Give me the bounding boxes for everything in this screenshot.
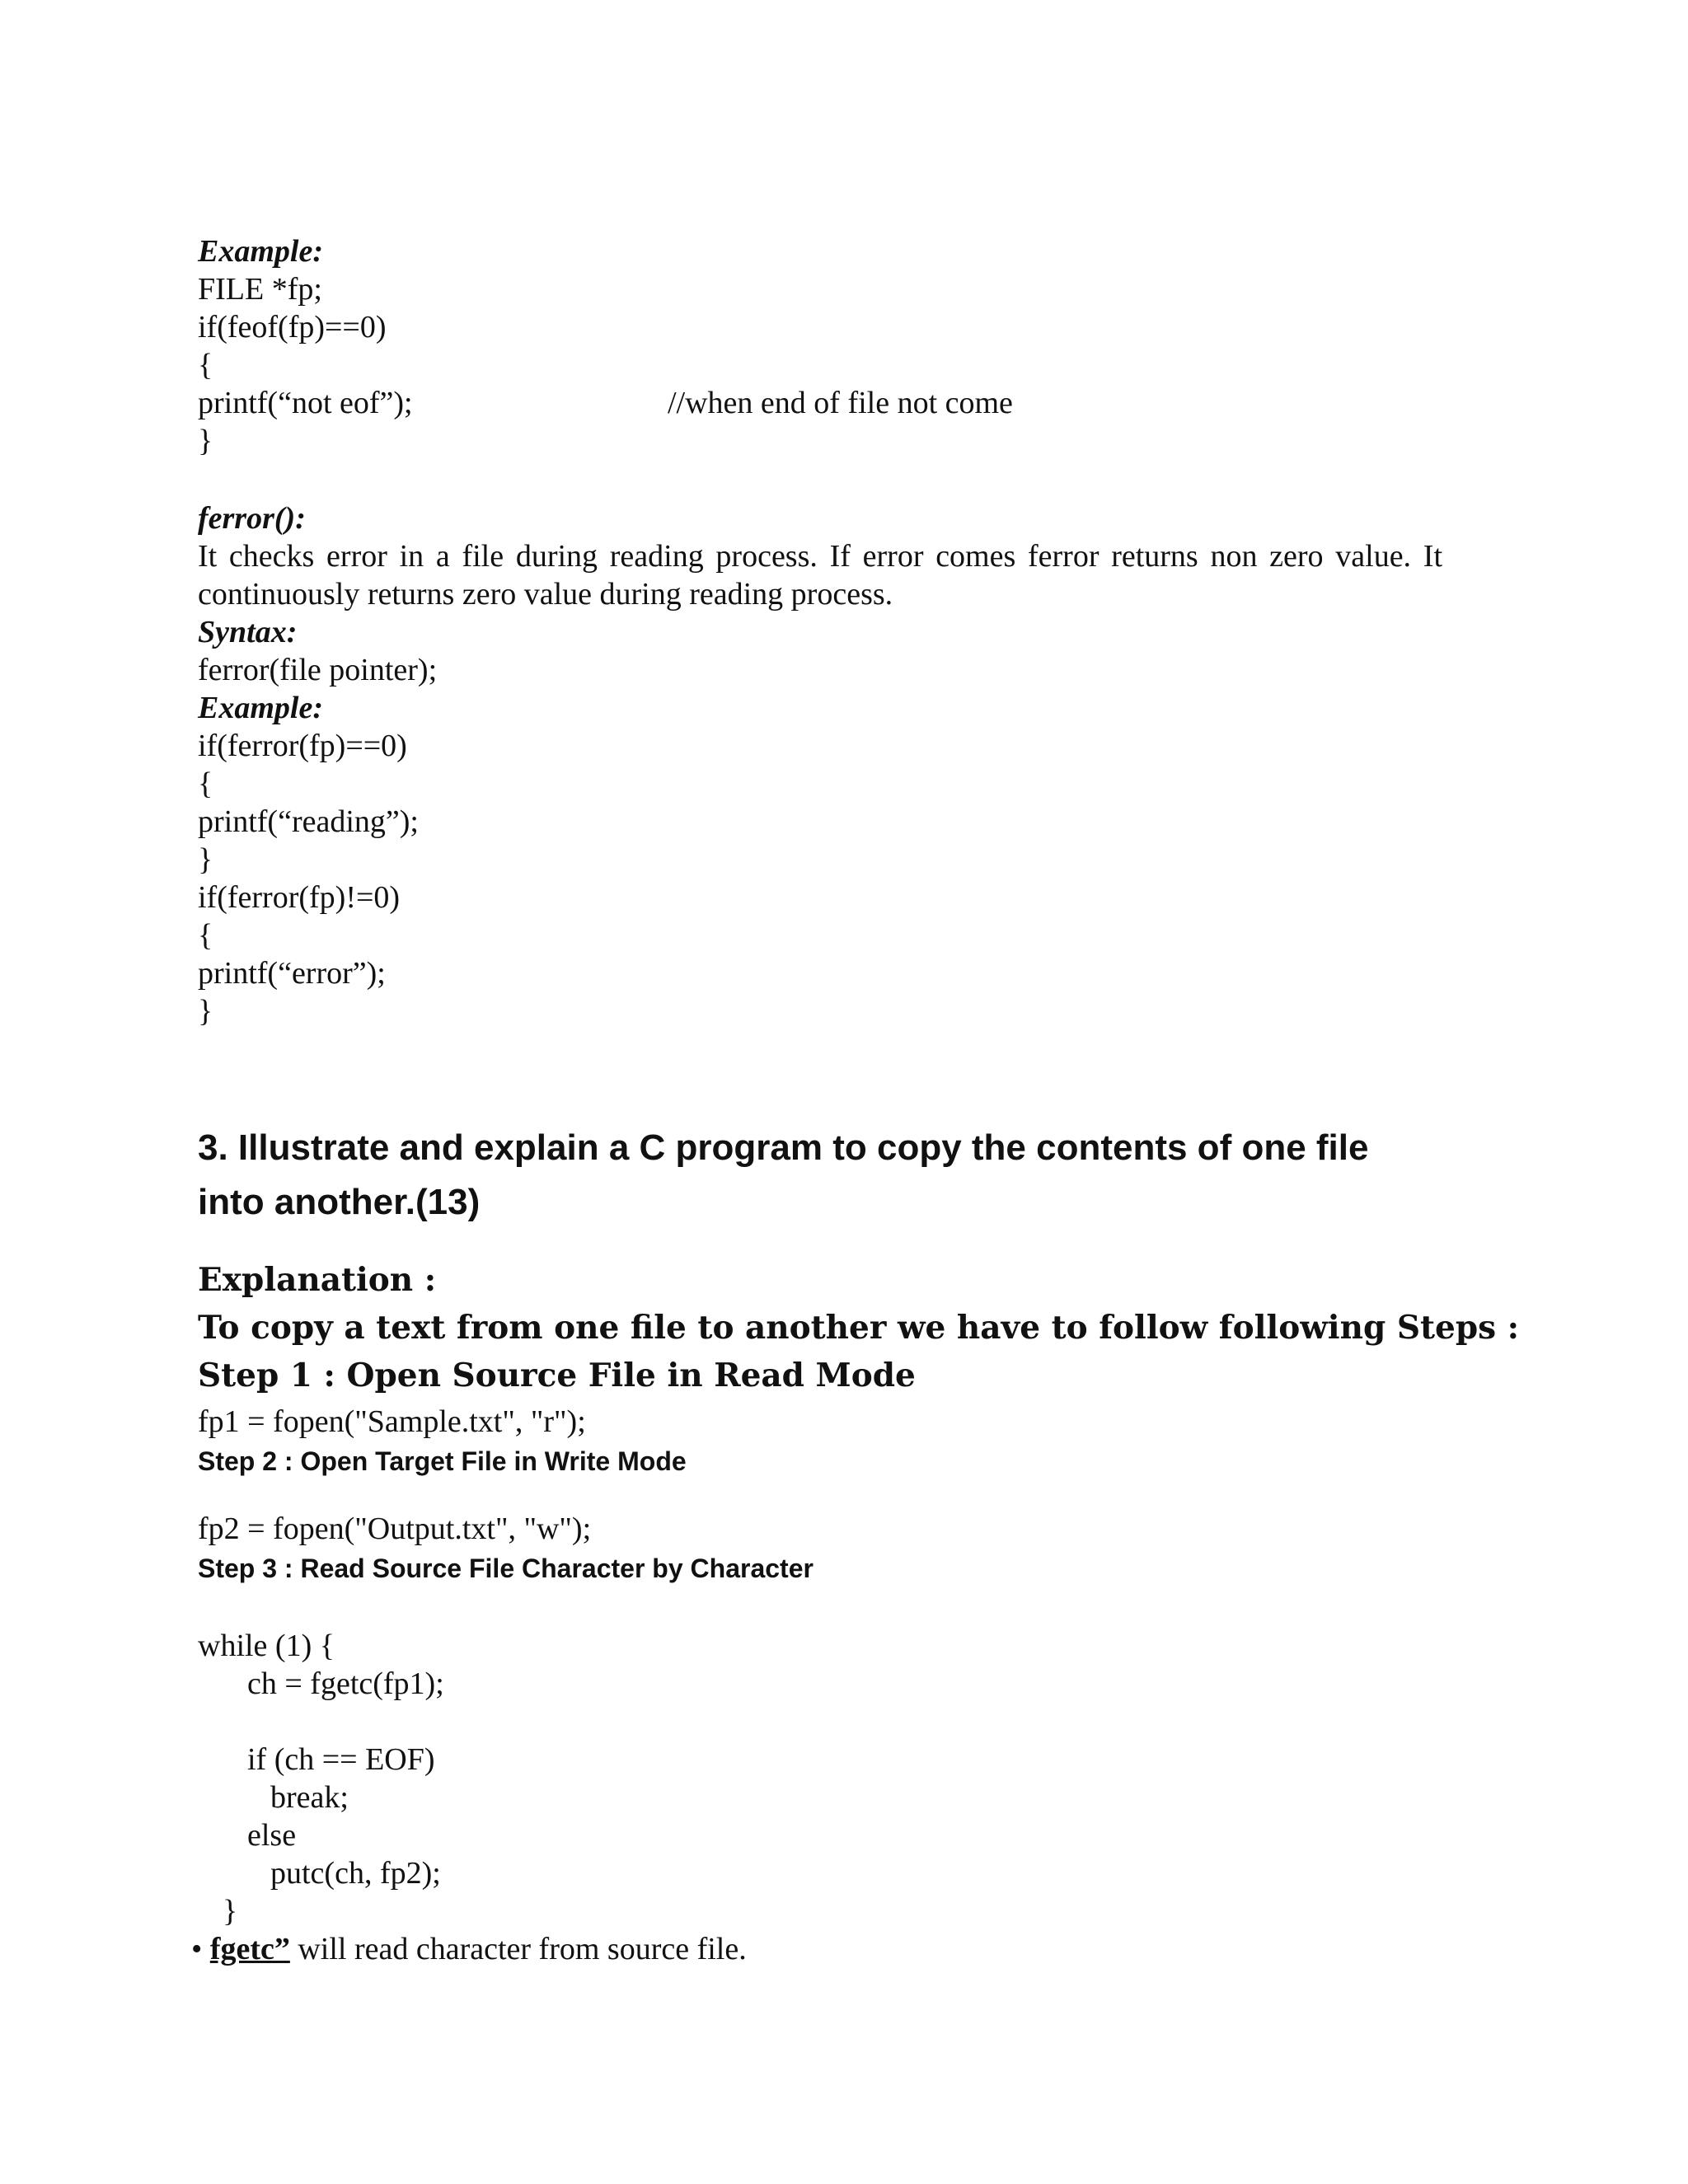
code-line: ch = fgetc(fp1);	[247, 1666, 444, 1701]
syntax-label: Syntax:	[198, 615, 298, 649]
code-line: }	[223, 1894, 238, 1929]
ferror-heading: ferror():	[198, 501, 306, 536]
code-line: else	[247, 1818, 297, 1853]
code-line: }	[198, 842, 213, 877]
printf-statement: printf(“not eof”);	[198, 386, 413, 420]
code-line	[198, 384, 1013, 422]
example-label: Example:	[198, 691, 323, 725]
question-heading: 3. Illustrate and explain a C program to copy the contents of one file into another.(13)	[198, 1127, 1369, 1222]
step1-code: fp1 = fopen("Sample.txt", "r");	[198, 1404, 586, 1439]
code-line: if(feof(fp)==0)	[198, 310, 387, 344]
explanation-intro: To copy a text from one file to another we have to follow following Steps :	[198, 1309, 1520, 1347]
example-label: Example:	[198, 234, 323, 269]
code-line: }	[198, 994, 213, 1029]
code-line: printf(“error”);	[198, 956, 386, 991]
step1-heading: Step 1 : Open Source File in Read Mode	[198, 1357, 916, 1394]
syntax-line: ferror(file pointer);	[198, 653, 438, 687]
bullet-term: fgetc”	[209, 1932, 290, 1966]
code-line: if (ch == EOF)	[247, 1742, 435, 1777]
bullet-dot-icon: •	[191, 1932, 203, 1966]
code-line: FILE *fp;	[198, 272, 322, 307]
code-line: printf(“reading”);	[198, 804, 419, 839]
explanation-heading: Explanation :	[198, 1261, 437, 1299]
code-line: putc(ch, fp2);	[270, 1856, 441, 1891]
code-line: }	[198, 424, 213, 458]
code-line: break;	[270, 1780, 349, 1815]
code-comment: //when end of file not come	[668, 386, 1013, 420]
ferror-paragraph: It checks error in a file during reading process. If error comes ferror returns non zero value. It continuously returns zero value during reading process.	[198, 539, 1442, 612]
bullet-item	[191, 1930, 747, 1968]
code-line: {	[198, 348, 213, 382]
bullet-text: will read character from source file.	[289, 1932, 747, 1966]
step2-heading: Step 2 : Open Target File in Write Mode	[198, 1446, 687, 1476]
code-line: {	[198, 766, 213, 801]
step3-heading: Step 3 : Read Source File Character by Character	[198, 1554, 814, 1583]
step2-code: fp2 = fopen("Output.txt", "w");	[198, 1511, 592, 1546]
code-line: while (1) {	[198, 1629, 335, 1663]
code-line: if(ferror(fp)!=0)	[198, 880, 401, 915]
code-line: {	[198, 918, 213, 953]
code-line: if(ferror(fp)==0)	[198, 729, 407, 763]
